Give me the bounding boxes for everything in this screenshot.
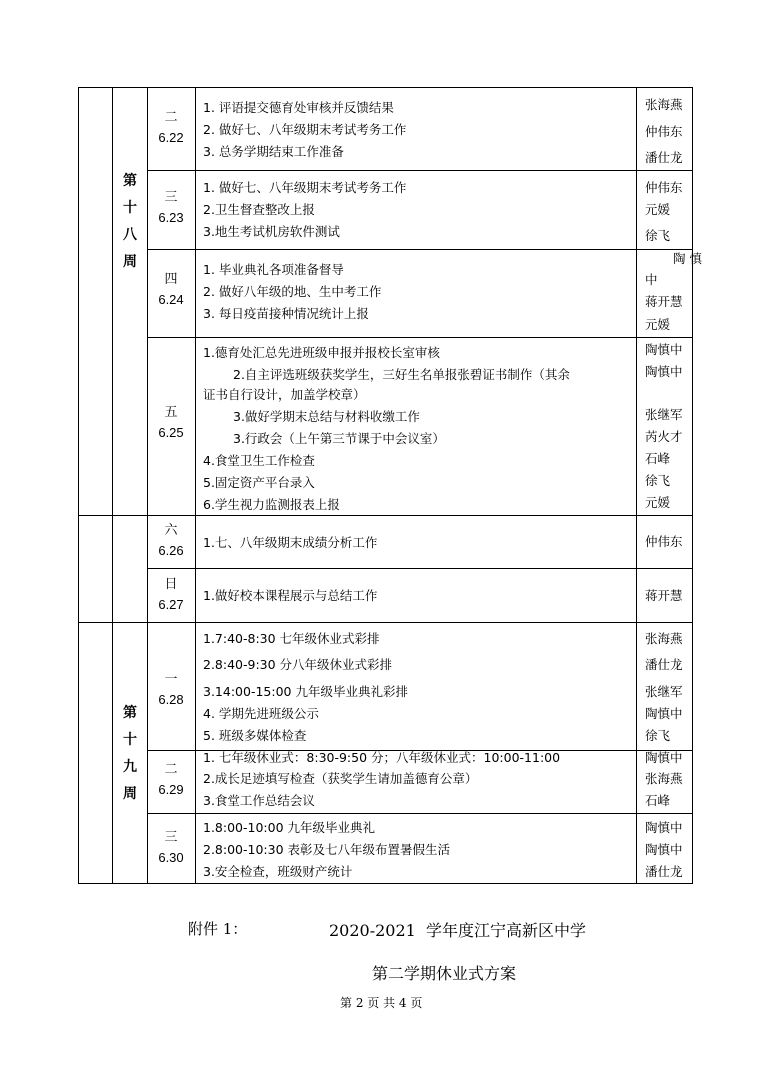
task-item: 4. 学期先进班级公示 (203, 706, 319, 721)
person-name: 石峰 (645, 451, 671, 466)
table-border (147, 170, 693, 171)
task-item: 3.食堂工作总结会议 (203, 793, 315, 808)
week-19-label: 第 十 九 周 (123, 705, 137, 802)
person-name: 石峰 (645, 793, 671, 808)
person-name: 仲伟东 (645, 124, 683, 139)
person-name: 张继军 (645, 684, 683, 699)
table-border (78, 622, 693, 623)
table-border (78, 87, 693, 88)
person-name: 芮火才 (645, 429, 683, 444)
task-item: 1.德育处汇总先进班级申报并报校长室审核 (203, 345, 440, 360)
day-cell: 六 6.26 (158, 523, 184, 558)
task-item: 1. 毕业典礼各项准备督导 (203, 262, 344, 277)
task-item: 2.卫生督查整改上报 (203, 202, 315, 217)
person-name: 潘仕龙 (645, 864, 683, 879)
task-item: 2.8:00-10:30 表彰及七八年级布置暑假生活 (203, 842, 451, 857)
week-18-label: 第 十 八 周 (123, 173, 137, 270)
task-item: 3. 每日疫苗接种情况统计上报 (203, 306, 369, 321)
person-name: 徐飞 (645, 473, 671, 488)
table-border (112, 87, 113, 884)
plan-title-line1: 2020-2021 学年度江宁高新区中学 (329, 921, 587, 940)
task-item: 1. 七年级休业式：8:30-9:50 分；八年级休业式：10:00-11:00 (203, 750, 561, 765)
person-name: 元媛 (645, 202, 671, 217)
task-item: 1.七、八年级期末成绩分析工作 (203, 535, 378, 550)
task-item: 5. 班级多媒体检查 (203, 728, 307, 743)
table-border (147, 813, 693, 814)
page-number: 第 2 页 共 4 页 (340, 996, 423, 1010)
person-name: 仲伟东 (645, 534, 683, 549)
table-border (78, 515, 693, 516)
table-border (147, 337, 693, 338)
day-cell: 三 6.30 (158, 830, 184, 865)
task-item: 1. 评语提交德育处审核并反馈结果 (203, 100, 394, 115)
table-border (195, 87, 196, 884)
task-item: 2. 做好八年级的地、生中考工作 (203, 284, 382, 299)
task-item: 2. 做好七、八年级期末考试考务工作 (203, 122, 407, 137)
person-name: 陶慎中 (645, 342, 683, 357)
task-item: 1.8:00-10:00 九年级毕业典礼 (203, 820, 376, 835)
task-item: 3.14:00-15:00 九年级毕业典礼彩排 (203, 684, 408, 699)
person-name: 元媛 (645, 317, 671, 332)
person-name: 张海燕 (645, 771, 683, 786)
person-name: 张海燕 (645, 631, 683, 646)
day-cell: 二 6.29 (158, 762, 184, 797)
person-name: 潘仕龙 (645, 150, 683, 165)
person-name: 张海燕 (645, 97, 683, 112)
person-name: 蒋开慧 (645, 294, 683, 309)
task-item: 3.安全检查，班级财产统计 (203, 864, 353, 879)
person-name: 张继军 (645, 407, 683, 422)
person-name: 陶慎中 (645, 706, 683, 721)
person-name: 陶慎中 (645, 750, 683, 765)
person-name: 陶慎中 (645, 364, 683, 379)
table-border (147, 568, 693, 569)
table-border (78, 883, 693, 884)
person-name: 潘仕龙 (645, 657, 683, 672)
person-name: 仲伟东 (645, 180, 683, 195)
task-item: 3. 总务学期结束工作准备 (203, 144, 344, 159)
person-name: 徐飞 (645, 728, 671, 743)
task-item: 证书自行设计，加盖学校章） (203, 387, 366, 402)
attachment-label: 附件 1： (188, 920, 248, 938)
day-cell: 一 6.28 (158, 672, 184, 707)
day-cell: 五 6.25 (158, 405, 184, 440)
person-name: 蒋开慧 (645, 588, 683, 603)
task-item: 3.做好学期末总结与材料收缴工作 (233, 409, 420, 424)
day-cell: 二 6.22 (158, 110, 184, 145)
day-cell: 日 6.27 (158, 577, 184, 612)
task-item: 3.地生考试机房软件测试 (203, 224, 340, 239)
table-border (147, 249, 693, 250)
person-name: 陶 慎 (673, 251, 702, 266)
person-name: 陶慎中 (645, 842, 683, 857)
task-item: 1.做好校本课程展示与总结工作 (203, 588, 378, 603)
person-name: 元媛 (645, 495, 671, 510)
task-item: 2.自主评选班级获奖学生，三好生名单报张碧证书制作（其余 (233, 367, 570, 382)
task-item: 4.食堂卫生工作检查 (203, 453, 315, 468)
day-cell: 四 6.24 (158, 272, 184, 307)
task-item: 1.7:40-8:30 七年级休业式彩排 (203, 631, 380, 646)
plan-title-line2: 第二学期休业式方案 (372, 964, 517, 983)
person-name: 徐飞 (645, 228, 671, 243)
person-name: 陶慎中 (645, 820, 683, 835)
table-border (692, 87, 693, 884)
day-cell: 三 6.23 (158, 190, 184, 225)
task-item: 2.成长足迹填写检查（获奖学生请加盖德育公章） (203, 771, 478, 786)
task-item: 5.固定资产平台录入 (203, 475, 315, 490)
table-border (636, 87, 637, 884)
table-border (78, 87, 79, 884)
task-item: 2.8:40-9:30 分八年级休业式彩排 (203, 657, 393, 672)
person-name: 中 (645, 272, 658, 287)
task-item: 6.学生视力监测报表上报 (203, 497, 340, 512)
task-item: 3.行政会（上午第三节课于中会议室） (233, 431, 445, 446)
task-item: 1. 做好七、八年级期末考试考务工作 (203, 180, 407, 195)
